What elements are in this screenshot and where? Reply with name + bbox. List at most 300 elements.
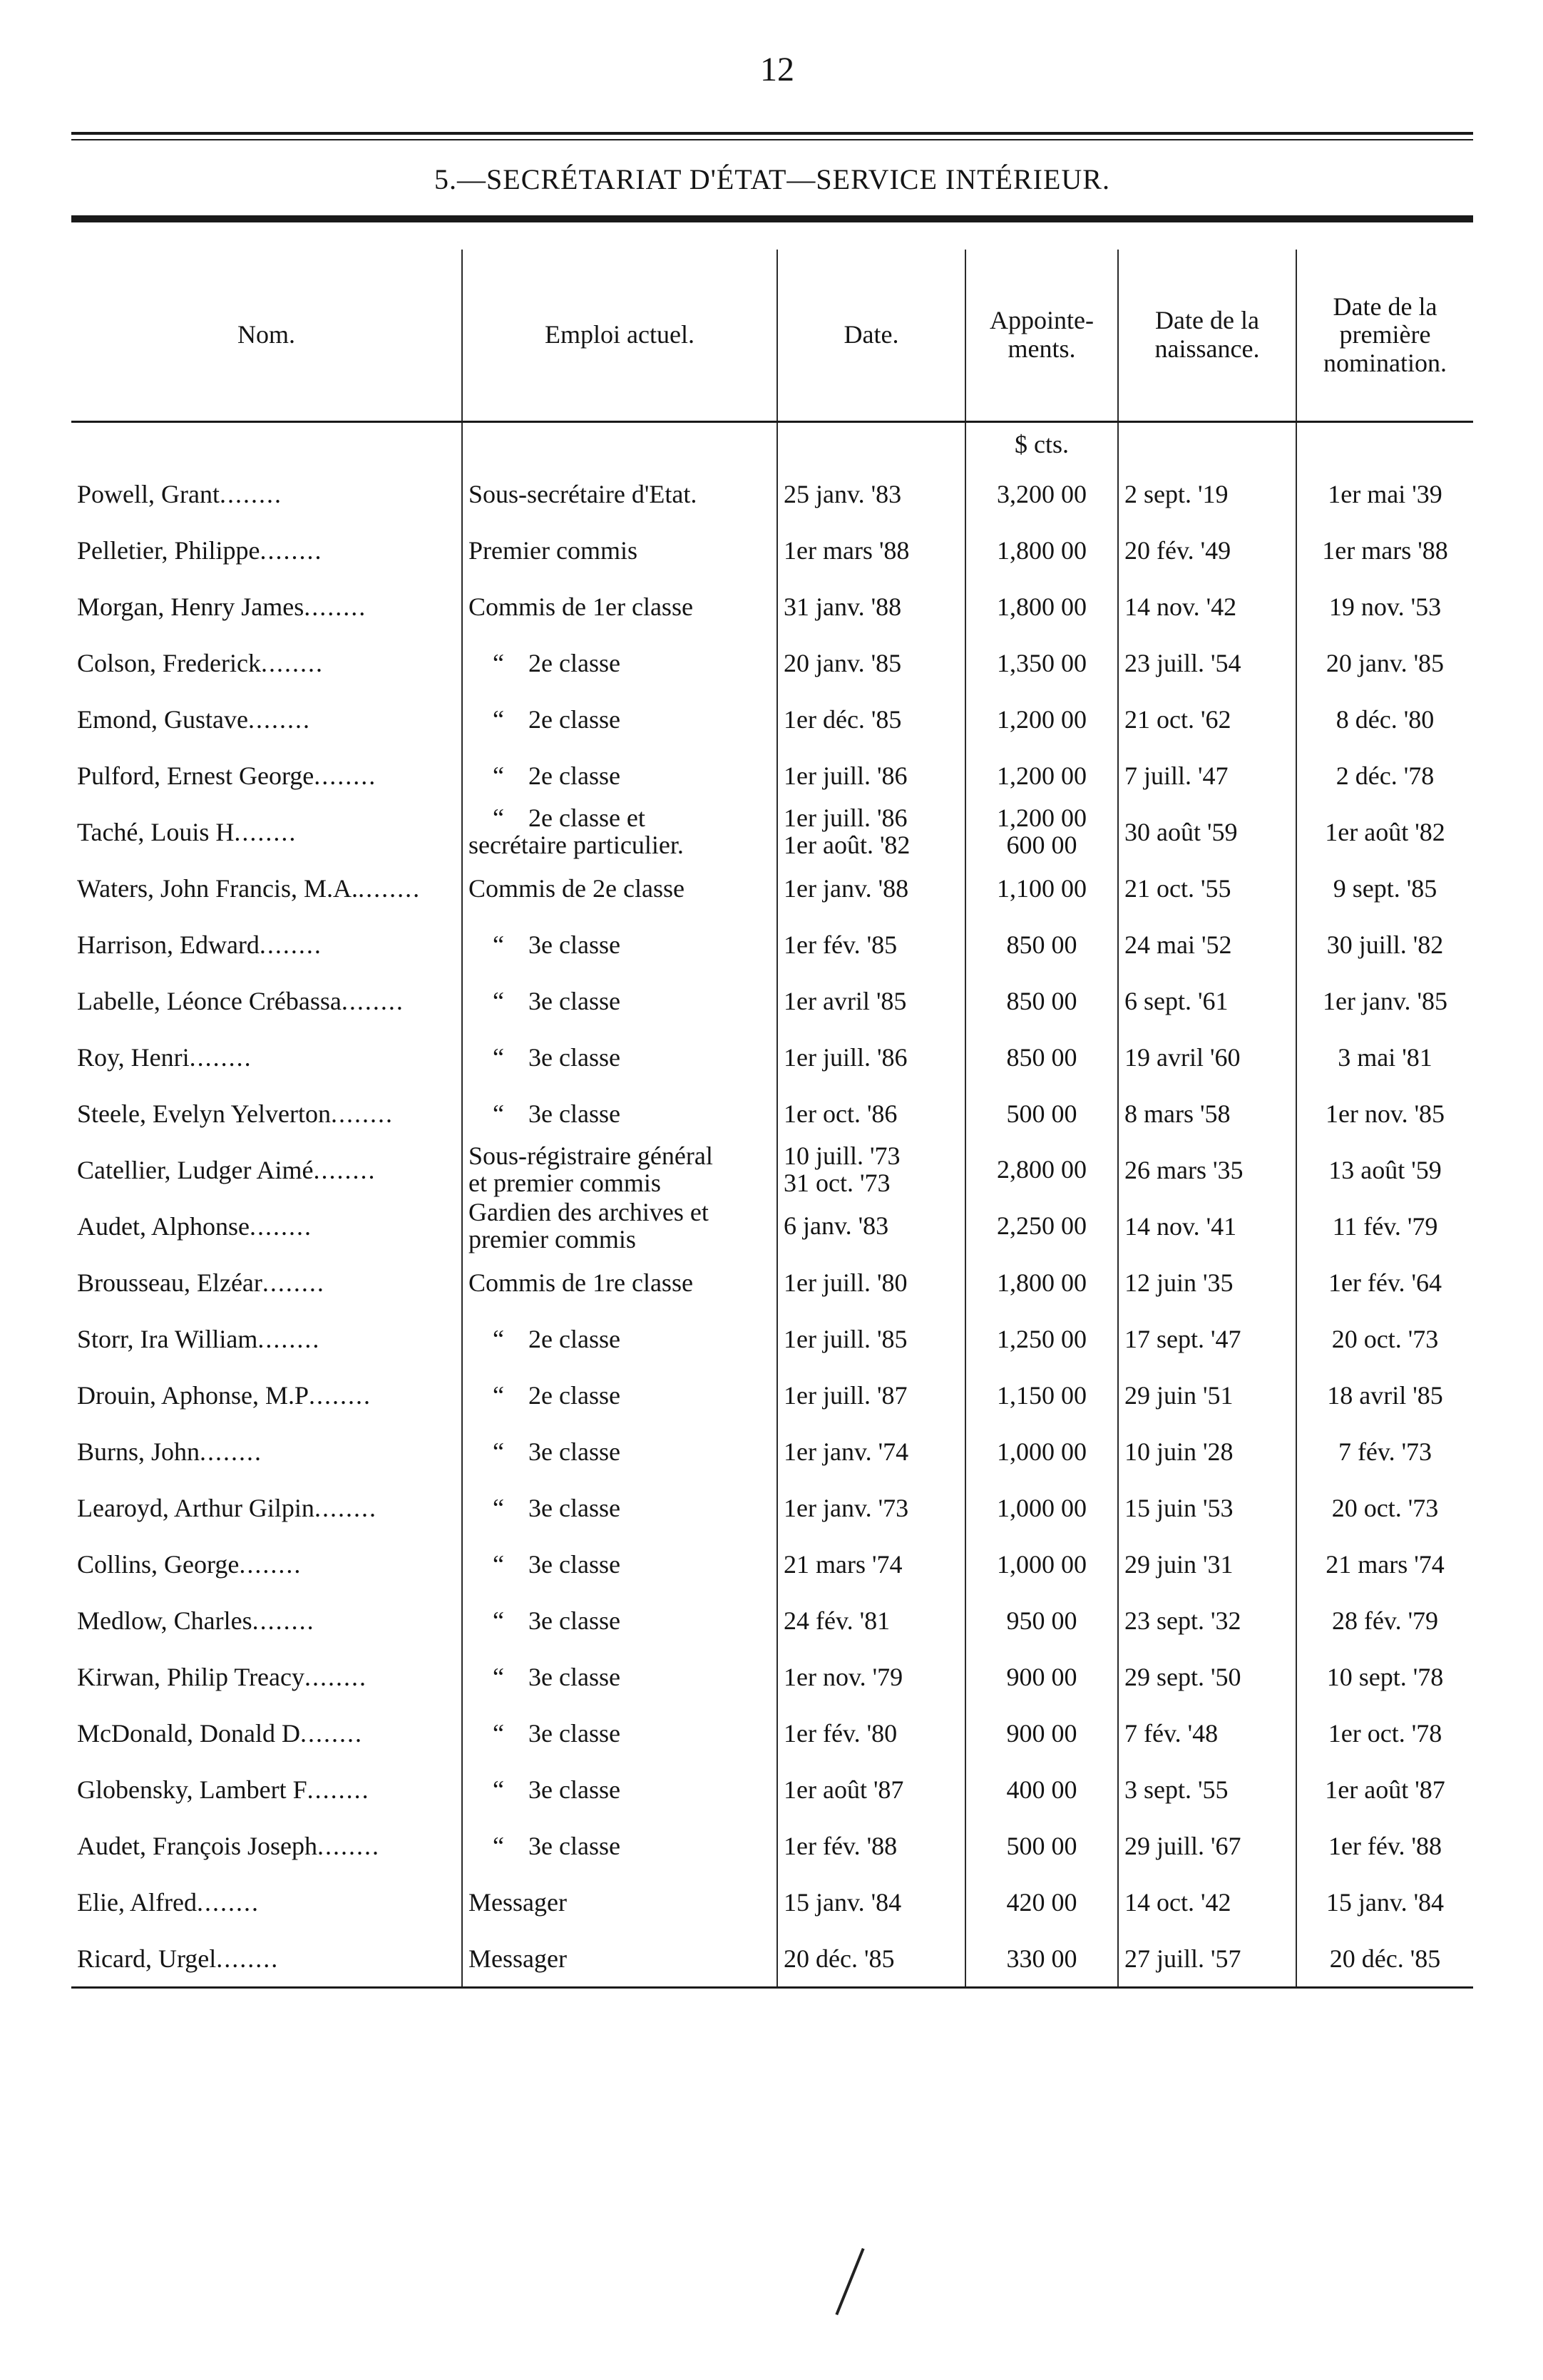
cell-current-job (462, 1085, 777, 1142)
cell-date (777, 1254, 965, 1310)
cell-current-job (462, 1648, 777, 1705)
header-row (71, 250, 1473, 422)
employee-name: Roy, Henri (77, 1042, 190, 1072)
dot-leaders: ........ (317, 1831, 380, 1860)
employee-name: Audet, Alphonse (77, 1211, 250, 1241)
employee-name: Pulford, Ernest George (77, 761, 314, 790)
table-row (71, 916, 1473, 973)
salary-value: 1,200 00 (997, 704, 1087, 734)
cell-current-job (462, 1142, 777, 1198)
appointment-date: 1er fév. '85 (784, 930, 898, 959)
job-title: Sous-secrétaire d'Etat. (468, 479, 697, 508)
employee-name: Kirwan, Philip Treacy (77, 1662, 304, 1691)
column-header-job: Emploi actuel. (462, 250, 777, 422)
appointment-date: 1er juill. '86 (784, 761, 908, 790)
cell-name (71, 916, 462, 973)
table-row (71, 1817, 1473, 1874)
cell-first-appointment (1296, 578, 1473, 635)
salary-value: 1,200 00 (997, 804, 1087, 832)
cell-birth-date (1118, 691, 1296, 747)
cell-first-appointment (1296, 916, 1473, 973)
salary-value: 850 00 (1006, 1042, 1077, 1072)
cell-salary (965, 1536, 1118, 1592)
birth-date: 30 août '59 (1124, 817, 1238, 846)
first-appointment-date: 15 janv. '84 (1326, 1887, 1445, 1917)
cell-first-appointment (1296, 1705, 1473, 1761)
job-title: 3e classe (528, 1606, 620, 1635)
cell-first-appointment (1296, 1817, 1473, 1874)
cell-first-appointment (1296, 1874, 1473, 1930)
job-title: 3e classe (528, 1662, 620, 1691)
cell-name (71, 1536, 462, 1592)
job-title: 3e classe (528, 1437, 620, 1466)
appointment-date: 20 déc. '85 (784, 1944, 895, 1973)
job-title: Gardien des archives et (468, 1198, 709, 1226)
cell-salary (965, 1761, 1118, 1817)
cell-date (777, 1310, 965, 1367)
cell-salary (965, 804, 1118, 860)
ditto-mark: “ (493, 1324, 504, 1353)
cell-name (71, 860, 462, 916)
ditto-mark: “ (493, 761, 504, 790)
cell-salary (965, 1142, 1118, 1198)
dot-leaders: ........ (239, 1549, 302, 1579)
birth-date: 14 nov. '41 (1124, 1211, 1237, 1241)
dot-leaders: ........ (304, 1662, 367, 1691)
first-appointment-date: 1er août '87 (1325, 1775, 1445, 1804)
birth-date: 3 sept. '55 (1124, 1775, 1229, 1804)
birth-date: 21 oct. '55 (1124, 873, 1231, 903)
cell-date (777, 1817, 965, 1874)
appointment-date: 6 janv. '83 (784, 1211, 889, 1240)
cell-birth-date (1118, 1761, 1296, 1817)
cell-salary (965, 1423, 1118, 1479)
ditto-mark: “ (493, 986, 504, 1015)
salary-value: 400 00 (1006, 1775, 1077, 1804)
employee-name: Pelletier, Philippe (77, 535, 260, 565)
cell-current-job (462, 1310, 777, 1367)
cell-name (71, 1198, 462, 1254)
birth-date: 17 sept. '47 (1124, 1324, 1241, 1353)
table-row (71, 522, 1473, 578)
salary-value: 1,800 00 (997, 535, 1087, 565)
birth-date: 14 oct. '42 (1124, 1887, 1231, 1917)
cell-first-appointment (1296, 1254, 1473, 1310)
job-title-continued: et premier commis (468, 1168, 661, 1197)
salary-value: 1,350 00 (997, 648, 1087, 677)
first-appointment-date: 30 juill. '82 (1326, 930, 1444, 959)
job-title: 2e classe (528, 704, 620, 734)
appointment-date: 25 janv. '83 (784, 479, 902, 508)
employee-name: Taché, Louis H (77, 817, 235, 846)
cell-current-job (462, 1874, 777, 1930)
job-title: 3e classe (528, 986, 620, 1015)
cell-current-job (462, 1705, 777, 1761)
dot-leaders: ........ (313, 1155, 376, 1184)
appointment-date: 1er juill. '86 (784, 804, 908, 832)
cell-salary (965, 466, 1118, 522)
dot-leaders: ........ (247, 704, 311, 734)
appointment-date: 21 mars '74 (784, 1549, 903, 1579)
birth-date: 14 nov. '42 (1124, 592, 1237, 621)
page-number: 12 (760, 51, 794, 88)
salary-value-second: 600 00 (1006, 830, 1077, 859)
first-appointment-date: 1er nov. '85 (1325, 1099, 1445, 1128)
table-row (71, 747, 1473, 804)
employee-name: Harrison, Edward (77, 930, 260, 959)
employee-name: Globensky, Lambert F (77, 1775, 307, 1804)
cell-name (71, 1142, 462, 1198)
cell-birth-date (1118, 1254, 1296, 1310)
appointment-date: 1er juill. '86 (784, 1042, 908, 1072)
cell-first-appointment (1296, 1085, 1473, 1142)
cell-date (777, 466, 965, 522)
salary-value: 1,800 00 (997, 592, 1087, 621)
salary-value: 1,100 00 (997, 873, 1087, 903)
table-row (71, 1198, 1473, 1254)
salary-value: 1,000 00 (997, 1549, 1087, 1579)
register-body (71, 422, 1473, 1988)
table-row (71, 1930, 1473, 1988)
dot-leaders: ........ (330, 1099, 394, 1128)
appointment-date: 1er fév. '80 (784, 1718, 898, 1748)
job-title: Commis de 1er classe (468, 592, 693, 621)
birth-date: 29 juin '51 (1124, 1380, 1234, 1410)
job-title: 2e classe (528, 1380, 620, 1410)
cell-date (777, 804, 965, 860)
dot-leaders: ........ (219, 479, 282, 508)
cell-first-appointment (1296, 747, 1473, 804)
cell-birth-date (1118, 916, 1296, 973)
dot-leaders: ........ (314, 761, 377, 790)
cell-salary (965, 1648, 1118, 1705)
cell-name (71, 1367, 462, 1423)
cell-birth-date (1118, 466, 1296, 522)
table-row (71, 691, 1473, 747)
dot-leaders: ........ (200, 1437, 263, 1466)
cell-birth-date (1118, 1198, 1296, 1254)
dot-leaders: ........ (196, 1887, 260, 1917)
table-row (71, 1423, 1473, 1479)
table-row (71, 578, 1473, 635)
cell-name (71, 691, 462, 747)
cell-salary (965, 747, 1118, 804)
ditto-mark: “ (493, 1380, 504, 1410)
units-row (71, 422, 1473, 466)
first-appointment-date: 1er janv. '85 (1322, 986, 1448, 1015)
salary-value: 330 00 (1006, 1944, 1077, 1973)
ditto-mark: “ (493, 1775, 504, 1804)
salary-value: 900 00 (1006, 1718, 1077, 1748)
job-title: Messager (468, 1887, 567, 1917)
cell-birth-date (1118, 1930, 1296, 1988)
birth-date: 23 juill. '54 (1124, 648, 1241, 677)
employee-name: Medlow, Charles (77, 1606, 252, 1635)
ditto-mark: “ (493, 648, 504, 677)
cell-current-job (462, 466, 777, 522)
birth-date: 29 juin '31 (1124, 1549, 1234, 1579)
appointment-date: 1er avril '85 (784, 986, 907, 1015)
birth-date: 10 juin '28 (1124, 1437, 1234, 1466)
employee-name: McDonald, Donald D (77, 1718, 300, 1748)
cell-name (71, 635, 462, 691)
cell-birth-date (1118, 1817, 1296, 1874)
cell-first-appointment (1296, 973, 1473, 1029)
table-row (71, 1367, 1473, 1423)
cell-name (71, 1310, 462, 1367)
first-appointment-date: 1er août '82 (1325, 817, 1445, 846)
job-title: 2e classe et (528, 804, 645, 832)
salary-value: 850 00 (1006, 930, 1077, 959)
table-row (71, 1705, 1473, 1761)
cell-birth-date (1118, 1423, 1296, 1479)
cell-salary (965, 1198, 1118, 1254)
table-row (71, 1536, 1473, 1592)
employee-name: Labelle, Léonce Crébassa (77, 986, 342, 1015)
cell-salary (965, 1367, 1118, 1423)
first-appointment-date: 1er fév. '64 (1328, 1268, 1442, 1297)
cell-first-appointment (1296, 1367, 1473, 1423)
job-title: 3e classe (528, 1831, 620, 1860)
dot-leaders: ........ (216, 1944, 280, 1973)
salary-value: 500 00 (1006, 1099, 1077, 1128)
salary-value: 2,800 00 (997, 1154, 1087, 1184)
cell-name (71, 1254, 462, 1310)
employee-name: Ricard, Urgel (77, 1944, 217, 1973)
cell-first-appointment (1296, 635, 1473, 691)
job-title: 3e classe (528, 930, 620, 959)
cell-salary (965, 1085, 1118, 1142)
cell-date (777, 747, 965, 804)
birth-date: 6 sept. '61 (1124, 986, 1229, 1015)
birth-date: 7 fév. '48 (1124, 1718, 1219, 1748)
table-row (71, 1085, 1473, 1142)
salary-value: 900 00 (1006, 1662, 1077, 1691)
cell-date (777, 1761, 965, 1817)
cell-first-appointment (1296, 691, 1473, 747)
cell-current-job (462, 1367, 777, 1423)
dot-leaders: ........ (189, 1042, 252, 1072)
cell-first-appointment (1296, 804, 1473, 860)
cell-current-job (462, 1592, 777, 1648)
column-header-date: Date. (777, 250, 965, 422)
employee-name: Learoyd, Arthur Gilpin (77, 1493, 314, 1522)
salary-value: 950 00 (1006, 1606, 1077, 1635)
salary-value: 500 00 (1006, 1831, 1077, 1860)
cell-current-job (462, 1479, 777, 1536)
appointment-date-second: 1er août. '82 (784, 830, 911, 859)
cell-current-job (462, 747, 777, 804)
first-appointment-date: 9 sept. '85 (1333, 873, 1437, 903)
cell-current-job (462, 973, 777, 1029)
appointment-date: 1er janv. '73 (784, 1493, 909, 1522)
first-appointment-date: 20 oct. '73 (1331, 1324, 1439, 1353)
pencil-stroke (835, 2248, 864, 2315)
appointment-date: 1er fév. '88 (784, 1831, 898, 1860)
column-header-salary: Appointe-ments. (965, 250, 1118, 422)
employee-name: Collins, George (77, 1549, 240, 1579)
job-title: Commis de 2e classe (468, 873, 685, 903)
first-appointment-date: 28 fév. '79 (1331, 1606, 1439, 1635)
cell-name (71, 578, 462, 635)
cell-date (777, 1592, 965, 1648)
salary-value: 1,250 00 (997, 1324, 1087, 1353)
ditto-mark: “ (493, 804, 504, 832)
cell-first-appointment (1296, 860, 1473, 916)
cell-current-job (462, 860, 777, 916)
cell-birth-date (1118, 860, 1296, 916)
first-appointment-date: 11 fév. '79 (1332, 1211, 1438, 1241)
appointment-date: 24 fév. '81 (784, 1606, 891, 1635)
dot-leaders: ........ (314, 1493, 377, 1522)
cell-date (777, 691, 965, 747)
cell-date (777, 1705, 965, 1761)
cell-salary (965, 1592, 1118, 1648)
cell-birth-date (1118, 1142, 1296, 1198)
table-row (71, 1874, 1473, 1930)
cell-current-job (462, 804, 777, 860)
table-row (71, 1310, 1473, 1367)
cell-date (777, 1536, 965, 1592)
cell-name (71, 747, 462, 804)
table-row (71, 1648, 1473, 1705)
ditto-mark: “ (493, 1662, 504, 1691)
dot-leaders: ........ (252, 1606, 315, 1635)
job-title: Commis de 1re classe (468, 1268, 693, 1297)
employee-name: Powell, Grant (77, 479, 220, 508)
table-row (71, 1761, 1473, 1817)
appointment-date: 1er nov. '79 (784, 1662, 903, 1691)
cell-date (777, 1085, 965, 1142)
table-row (71, 1254, 1473, 1310)
cell-current-job (462, 578, 777, 635)
cell-date (777, 860, 965, 916)
birth-date: 29 sept. '50 (1124, 1662, 1241, 1691)
cell-salary (965, 1254, 1118, 1310)
cell-name (71, 1817, 462, 1874)
birth-date: 20 fév. '49 (1124, 535, 1231, 565)
employee-name: Audet, François Joseph (77, 1831, 317, 1860)
first-appointment-date: 10 sept. '78 (1326, 1662, 1444, 1691)
cell-salary (965, 1705, 1118, 1761)
cell-date (777, 1874, 965, 1930)
cell-first-appointment (1296, 1761, 1473, 1817)
cell-date (777, 973, 965, 1029)
top-double-rule-upper (71, 132, 1473, 135)
cell-birth-date (1118, 1648, 1296, 1705)
cell-current-job (462, 1761, 777, 1817)
dot-leaders: ........ (358, 873, 421, 903)
cell-salary (965, 635, 1118, 691)
cell-first-appointment (1296, 1423, 1473, 1479)
appointment-date: 1er août '87 (784, 1775, 904, 1804)
first-appointment-date: 1er fév. '88 (1328, 1831, 1442, 1860)
salary-value: 1,200 00 (997, 761, 1087, 790)
birth-date: 29 juill. '67 (1124, 1831, 1241, 1860)
first-appointment-date: 1er mai '39 (1328, 479, 1442, 508)
ditto-mark: “ (493, 704, 504, 734)
job-title-continued: secrétaire particulier. (468, 830, 684, 859)
ditto-mark: “ (493, 1718, 504, 1748)
first-appointment-date: 19 nov. '53 (1328, 592, 1442, 621)
table-row (71, 1142, 1473, 1198)
cell-date (777, 635, 965, 691)
cell-birth-date (1118, 1085, 1296, 1142)
first-appointment-date: 1er mars '88 (1322, 535, 1448, 565)
appointment-date: 1er janv. '88 (784, 873, 909, 903)
cell-current-job (462, 1029, 777, 1085)
first-appointment-date: 1er oct. '78 (1328, 1718, 1442, 1748)
table-row (71, 804, 1473, 860)
table-row (71, 1479, 1473, 1536)
table-row (71, 973, 1473, 1029)
cell-birth-date (1118, 1310, 1296, 1367)
cell-date (777, 1198, 965, 1254)
cell-first-appointment (1296, 1479, 1473, 1536)
appointment-date: 1er juill. '85 (784, 1324, 908, 1353)
ditto-mark: “ (493, 930, 504, 959)
cell-current-job (462, 522, 777, 578)
cell-date (777, 1029, 965, 1085)
column-header-birth-date: Date de la naissance. (1118, 250, 1296, 422)
cell-current-job (462, 635, 777, 691)
cell-birth-date (1118, 1536, 1296, 1592)
birth-date: 24 mai '52 (1124, 930, 1232, 959)
appointment-date: 10 juill. '73 (784, 1142, 901, 1170)
job-title: 2e classe (528, 761, 620, 790)
cell-salary (965, 860, 1118, 916)
cell-name (71, 1648, 462, 1705)
cell-birth-date (1118, 522, 1296, 578)
first-appointment-date: 20 oct. '73 (1331, 1493, 1439, 1522)
cell-first-appointment (1296, 466, 1473, 522)
cell-first-appointment (1296, 1536, 1473, 1592)
ditto-mark: “ (493, 1099, 504, 1128)
birth-date: 12 juin '35 (1124, 1268, 1234, 1297)
cell-date (777, 1367, 965, 1423)
dot-leaders: ........ (257, 1324, 321, 1353)
job-title: 2e classe (528, 648, 620, 677)
dot-leaders: ........ (249, 1211, 312, 1241)
staff-register-table (71, 250, 1473, 1989)
dot-leaders: ........ (307, 1775, 370, 1804)
cell-first-appointment (1296, 1592, 1473, 1648)
section-title: 5.—SECRÉTARIAT D'ÉTAT—SERVICE INTÉRIEUR. (434, 163, 1110, 195)
employee-name: Storr, Ira William (77, 1324, 258, 1353)
cell-name (71, 973, 462, 1029)
cell-name (71, 1085, 462, 1142)
cell-birth-date (1118, 1705, 1296, 1761)
employee-name: Waters, John Francis, M.A. (77, 873, 359, 903)
cell-salary (965, 1930, 1118, 1988)
employee-name: Burns, John (77, 1437, 200, 1466)
table-row (71, 860, 1473, 916)
cell-birth-date (1118, 973, 1296, 1029)
cell-date (777, 1423, 965, 1479)
cell-current-job (462, 691, 777, 747)
appointment-date: 1er mars '88 (784, 535, 910, 565)
job-title: 3e classe (528, 1099, 620, 1128)
ditto-mark: “ (493, 1549, 504, 1579)
job-title: 3e classe (528, 1775, 620, 1804)
cell-first-appointment (1296, 1310, 1473, 1367)
cell-name (71, 1423, 462, 1479)
appointment-date: 1er janv. '74 (784, 1437, 909, 1466)
cell-date (777, 1648, 965, 1705)
first-appointment-date: 21 mars '74 (1326, 1549, 1445, 1579)
first-appointment-date: 18 avril '85 (1327, 1380, 1443, 1410)
cell-first-appointment (1296, 522, 1473, 578)
